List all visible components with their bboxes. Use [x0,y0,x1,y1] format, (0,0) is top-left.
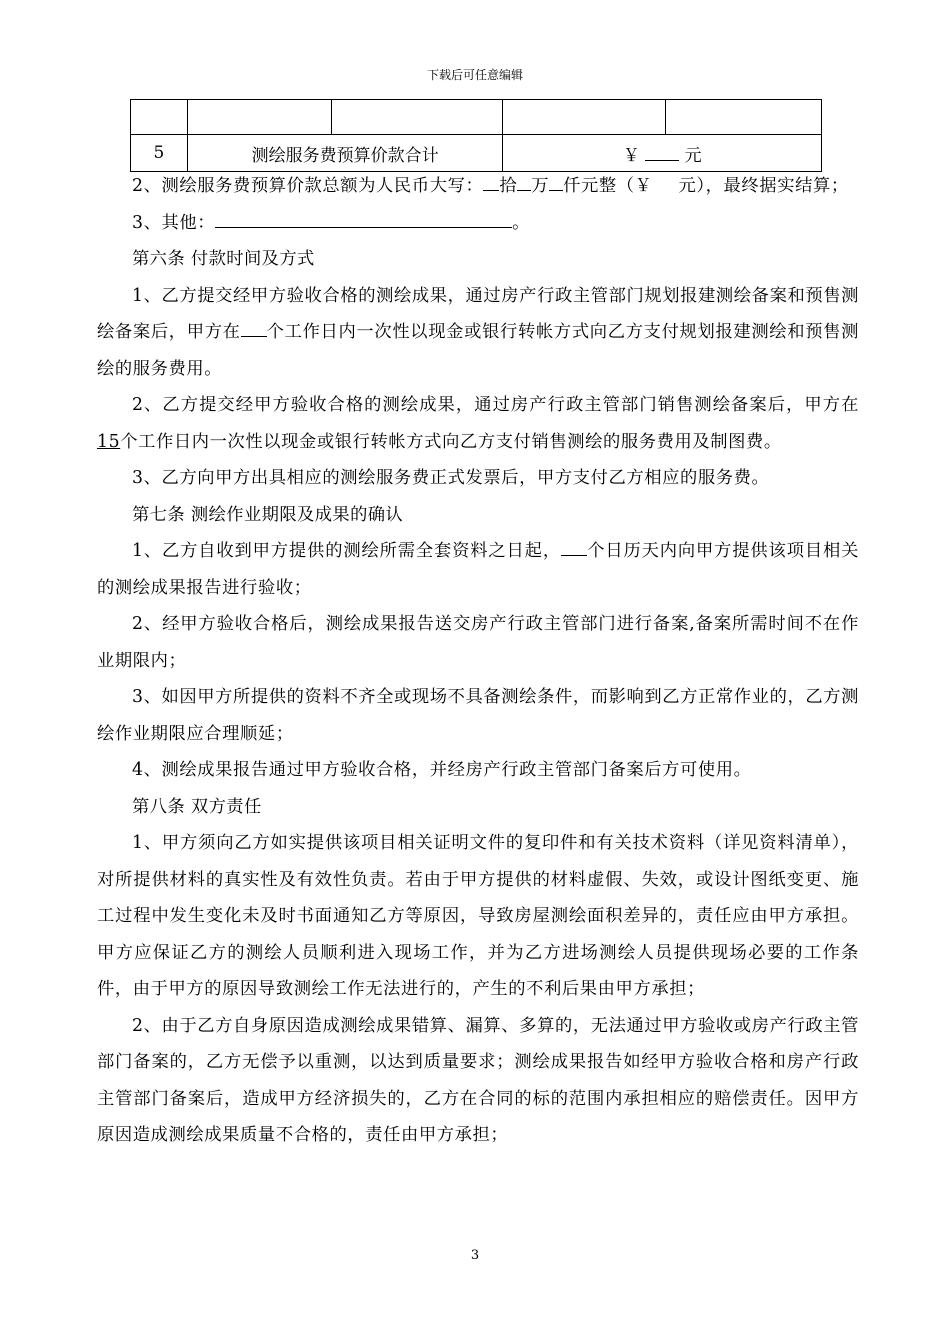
paragraph-total-amount: 2、测绘服务费预算价款总额为人民币大写： 拾 万 仟元整（￥ 元），最终据实结算； [132,176,849,196]
paragraph-7-4: 4、测绘成果报告通过甲方验收合格，并经房产行政主管部门备案后方可使用。 [132,760,752,780]
article-8-heading: 第八条 双方责任 [132,796,262,817]
paragraph-8-2: 2、由于乙方自身原因造成测绘成果错算、漏算、多算的，无法通过甲方验收或房产行政主管部门备案的，乙方无偿予以重测，以达到质量要求；测绘成果报告如经甲方验收合格和房产行政主管部门备案后，造成甲方经济损失的，乙方在合同的标的范围内承担相应的赔偿责任。因甲方原因造成测绘成果质量不合格的，责任由甲方承担； [97,1015,859,1145]
paragraph-6-2: 2、乙方提交经甲方验收合格的测绘成果，通过房产行政主管部门销售测绘备案后，甲方在15个工作日内一次性以现金或银行转帐方式向乙方支付销售测绘的服务费用及制图费。 [97,395,859,452]
paragraph-7-1: 1、乙方自收到甲方提供的测绘所需全套资料之日起， 个日历天内向甲方提供该项目相关的测绘成果报告进行验收； [97,541,859,598]
table-cell [131,100,188,135]
article-6-heading: 第六条 付款时间及方式 [132,249,315,269]
fee-table [130,99,822,172]
table-cell [331,100,503,135]
currency-symbol: ￥ [622,145,640,166]
table-row-total [131,135,822,172]
blank-field [483,190,499,191]
paragraph-7-2: 2、经甲方验收合格后，测绘成果报告送交房产行政主管部门进行备案,备案所需时间不在作业期限内； [97,614,859,671]
blank-field [517,190,531,191]
paragraph-8-1: 1、甲方须向乙方如实提供该项目相关证明文件的复印件和有关技术资料（详见资料清单），对所提供材料的真实性及有效性负责。若由于甲方提供的材料虚假、失效，或设计图纸变更、施工过程中发生变化未及时书面通知乙方等原因，导致房屋测绘面积差异的，责任应由甲方承担。甲方应保证乙方的测绘人员顺利进入现场工作，并为乙方进场测绘人员提供现场必要的工作条件，由于甲方的原因导致测绘工作无法进行的，产生的不利后果由甲方承担； [97,833,859,999]
row-index: 5 [131,135,188,172]
header-note: 下载后可任意编辑 [426,68,523,82]
page-number: 3 [470,1248,480,1263]
amount-blank [645,160,679,161]
blank-field [215,227,512,228]
blank-field [241,336,267,337]
document-body [97,168,859,1154]
paragraph-7-3: 3、如因甲方所提供的资料不齐全或现场不具备测绘条件，而影响到乙方正常作业的，乙方测绘作业期限应合理顺延； [97,687,859,744]
blank-field [561,555,587,556]
paragraph-6-1: 1、乙方提交经甲方验收合格的测绘成果，通过房产行政主管部门规划报建测绘备案和预售测绘备案后，甲方在 个工作日内一次性以现金或银行转帐方式向乙方支付规划报建测绘和预售测绘的服务费用。 [97,285,859,379]
currency-unit: 元 [684,145,702,166]
article-7-heading: 第七条 测绘作业期限及成果的确认 [132,504,404,525]
table-row [131,100,822,135]
table-cell [666,100,822,135]
total-amount [503,135,822,172]
paragraph-other: 3、其他： 。 [132,212,531,233]
total-label: 测绘服务费预算价款合计 [187,135,503,172]
table-cell [503,100,666,135]
blank-field [549,190,563,191]
days-value: 15 [97,431,121,452]
paragraph-6-3: 3、乙方向甲方出具相应的测绘服务费正式发票后，甲方支付乙方相应的服务费。 [132,468,770,488]
table-cell [187,100,331,135]
